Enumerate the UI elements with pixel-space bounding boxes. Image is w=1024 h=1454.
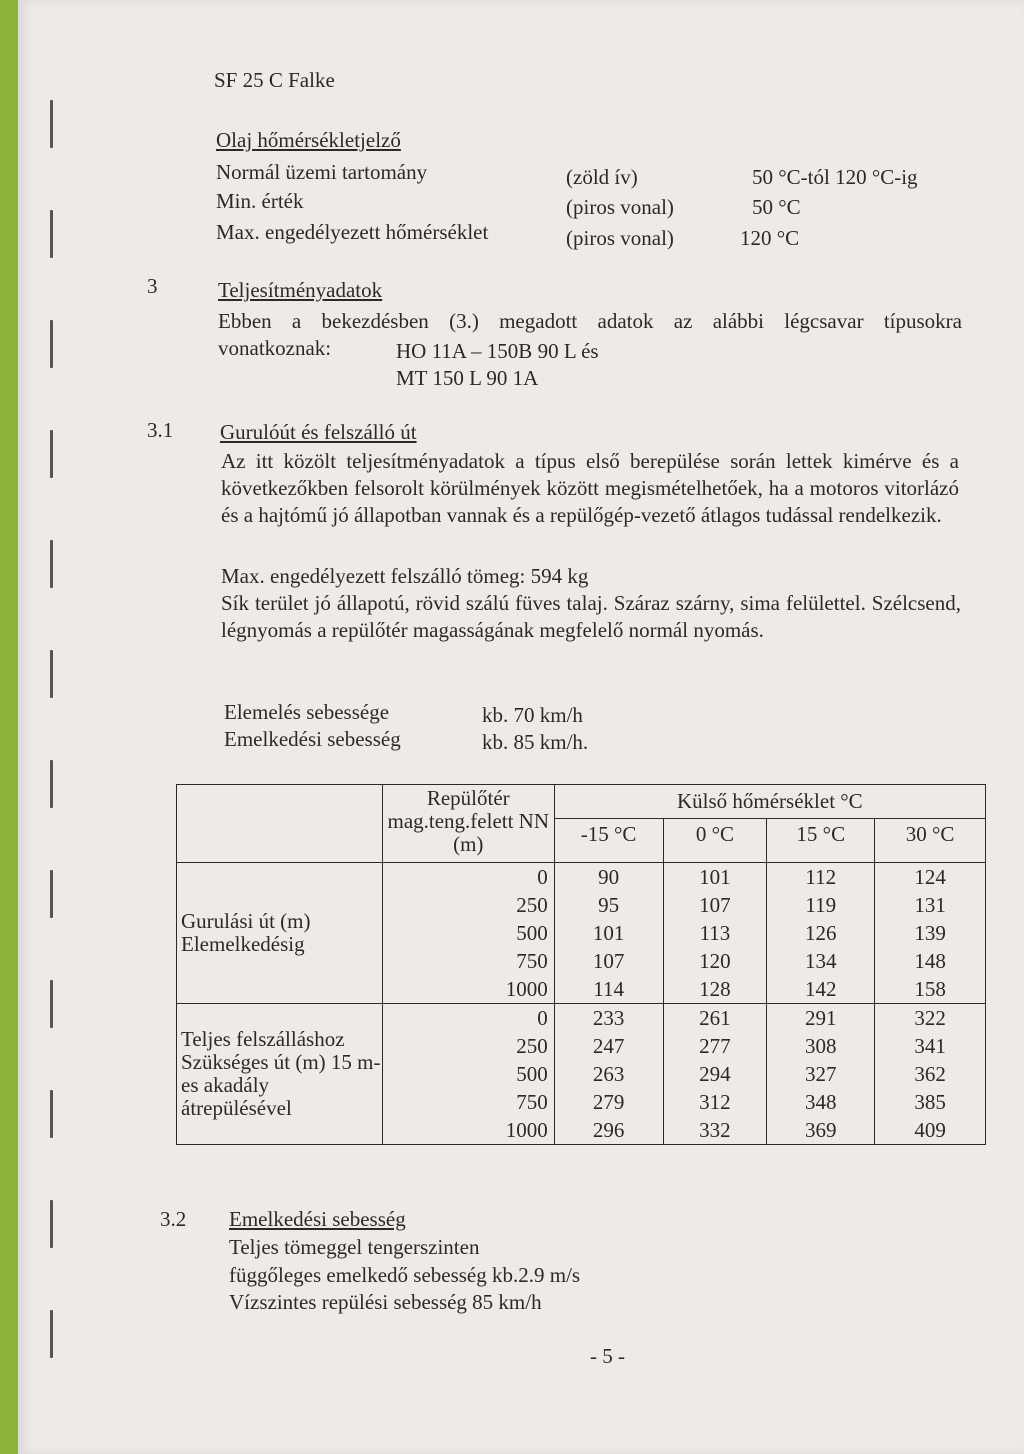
section-31-paragraph2: Sík terület jó állapotú, rövid szálú füves talaj. Száraz szárny, sima felülettel. Szélcsend, légnyomás a repülőtér magasságának megfelelő normál nyomás. <box>221 591 961 642</box>
oil-title: Olaj hőmérsékletjelző <box>216 128 401 152</box>
group2-col: 261 277 294 312 332 <box>663 1004 767 1145</box>
altitude-cell: 0 <box>537 865 548 889</box>
oil-row-value: 50 °C <box>752 195 801 219</box>
altitude-cell: 1000 <box>505 977 548 1001</box>
table-corner-cell <box>177 785 383 863</box>
section-31-paragraph1: Az itt közölt teljesítményadatok a típus első berepülése során lettek kimérve és a következőkben felsorolt körülmények között megismételhetőek, ha a motoros vitorlázó és a hajtómű jó állapotban vannak és a repülőgép-vezető átlagos tudással rendelkezik. <box>221 449 959 527</box>
section-31-title: Gurulóút és felszálló út <box>220 420 417 444</box>
temp-col-header: 0 °C <box>663 819 767 863</box>
group2-col: 291 308 327 348 369 <box>767 1004 875 1145</box>
speed-label: Emelkedési sebesség <box>224 727 401 751</box>
oil-row-value: 120 °C <box>740 226 800 250</box>
group1-col: 90 95 101 107 114 <box>554 863 663 1004</box>
group1-col: 101 107 113 120 128 <box>663 863 767 1004</box>
section-3-title: Teljesítményadatok <box>218 278 383 302</box>
oil-row-label: Max. engedélyezett hőmérséklet <box>216 220 489 244</box>
propeller-1: HO 11A – 150B 90 L és <box>396 339 599 363</box>
max-takeoff-weight: Max. engedélyezett felszálló tömeg: 594 kg <box>221 564 589 588</box>
group1-col: 112 119 126 134 142 <box>767 863 875 1004</box>
temp-col-header: -15 °C <box>554 819 663 863</box>
page-number: - 5 - <box>590 1344 625 1368</box>
performance-table <box>176 784 986 1145</box>
altitude-cell: 0 <box>537 1006 548 1030</box>
group2-col: 322 341 362 385 409 <box>875 1004 986 1145</box>
group2-label: Teljes felszálláshoz Szükséges út (m) 15 m-es akadály átrepülésével <box>177 1004 383 1145</box>
altitude-cell: 250 <box>516 1034 548 1058</box>
altitude-cell: 750 <box>516 949 548 973</box>
altitude-cell: 500 <box>516 1062 548 1086</box>
page-header: SF 25 C Falke <box>214 68 335 92</box>
section-3-number: 3 <box>147 274 158 298</box>
altitude-cell: 1000 <box>505 1118 548 1142</box>
group2-altitudes <box>382 1004 554 1145</box>
speed-value: kb. 70 km/h <box>482 703 583 727</box>
group2-col: 233 247 263 279 296 <box>554 1004 663 1145</box>
altitude-cell: 750 <box>516 1090 548 1114</box>
alt-header: Repülőtér mag.teng.felett NN (m) <box>382 785 554 863</box>
section-32-title: Emelkedési sebesség <box>229 1207 406 1231</box>
section-3-line2-label: vonatkoznak: <box>218 336 332 360</box>
section-32-line: Vízszintes repülési sebesség 85 km/h <box>229 1290 542 1314</box>
oil-row-label: Min. érték <box>216 189 304 213</box>
temp-col-header: 30 °C <box>875 819 986 863</box>
oil-row-mark: (zöld ív) <box>566 165 638 189</box>
binding-holes <box>46 20 60 1440</box>
altitude-cell: 250 <box>516 893 548 917</box>
section-3-line1: Ebben a bekezdésben (3.) megadott adatok az alábbi légcsavar típusokra <box>218 309 962 333</box>
group1-altitudes <box>382 863 554 1004</box>
propeller-2: MT 150 L 90 1A <box>396 366 539 390</box>
group1-label: Gurulási út (m) Elemelkedésig <box>177 863 383 1004</box>
section-32-number: 3.2 <box>160 1207 187 1231</box>
temp-col-header: 15 °C <box>767 819 875 863</box>
speed-label: Elemelés sebessége <box>224 700 390 724</box>
group1-col: 124 131 139 148 158 <box>875 863 986 1004</box>
section-31-number: 3.1 <box>147 418 174 442</box>
temp-header: Külső hőmérséklet °C <box>554 785 985 819</box>
oil-row-label: Normál üzemi tartomány <box>216 160 428 184</box>
oil-row-value: 50 °C-tól 120 °C-ig <box>752 165 918 189</box>
section-32-line: Teljes tömeggel tengerszinten <box>229 1235 480 1259</box>
oil-row-mark: (piros vonal) <box>566 226 674 250</box>
document-page <box>18 0 1024 1454</box>
altitude-cell: 500 <box>516 921 548 945</box>
oil-row-mark: (piros vonal) <box>566 195 674 219</box>
speed-value: kb. 85 km/h. <box>482 730 589 754</box>
section-32-line: függőleges emelkedő sebesség kb.2.9 m/s <box>229 1263 581 1287</box>
